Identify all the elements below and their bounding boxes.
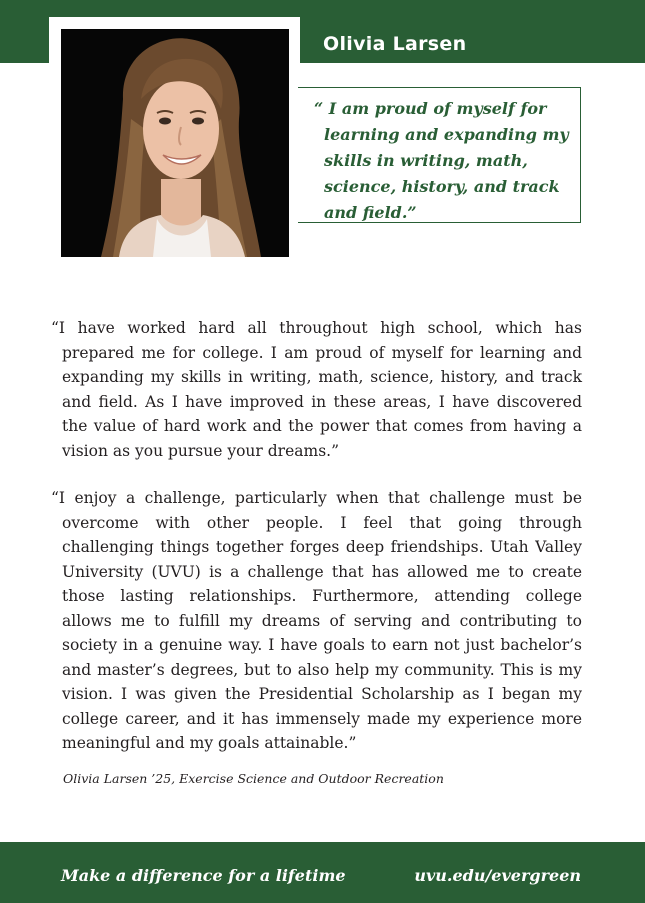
portrait-photo-icon <box>61 29 289 257</box>
footer-tagline: Make a difference for a lifetime <box>61 866 346 885</box>
portrait-photo <box>61 29 289 257</box>
paragraph-text: “I have worked hard all throughout high school, which has prepared me for college. I am proud of myself for learning and expanding my skills in writing, math, science, history, and track and field. As I have improved in these areas, I have discovered the value of hard work and the power that comes from having a vision as you pursue your dreams.” <box>51 319 582 460</box>
body-paragraph-1 <box>51 316 582 463</box>
body-paragraph-2 <box>51 486 582 756</box>
paragraph-text: “I enjoy a challenge, particularly when that challenge must be overcome with other people. I feel that going through challenging things together forges deep friendships. Utah Valley University (UVU) is a challenge that has allowed me to create those lasting relationships. Furthermore, attending college allows me to fulfill my dreams of serving and contributing to society in a genuine way. I have goals to earn not just bachelor’s and master’s degrees, but to also help my community. This is my vision. I was given the Presidential Scholarship as I began my college career, and it has immensely made my experience more meaningful and my goals attainable.” <box>51 489 582 752</box>
attribution: Olivia Larsen ’25, Exercise Science and Outdoor Recreation <box>63 771 444 786</box>
page-title: Olivia Larsen <box>323 33 467 55</box>
pull-quote: “ I am proud of myself for learning and expanding my skills in writing, math, science, history, and track and field.” <box>314 99 569 222</box>
footer-url-link[interactable]: uvu.edu/evergreen <box>414 866 581 885</box>
photo-frame <box>49 17 300 269</box>
